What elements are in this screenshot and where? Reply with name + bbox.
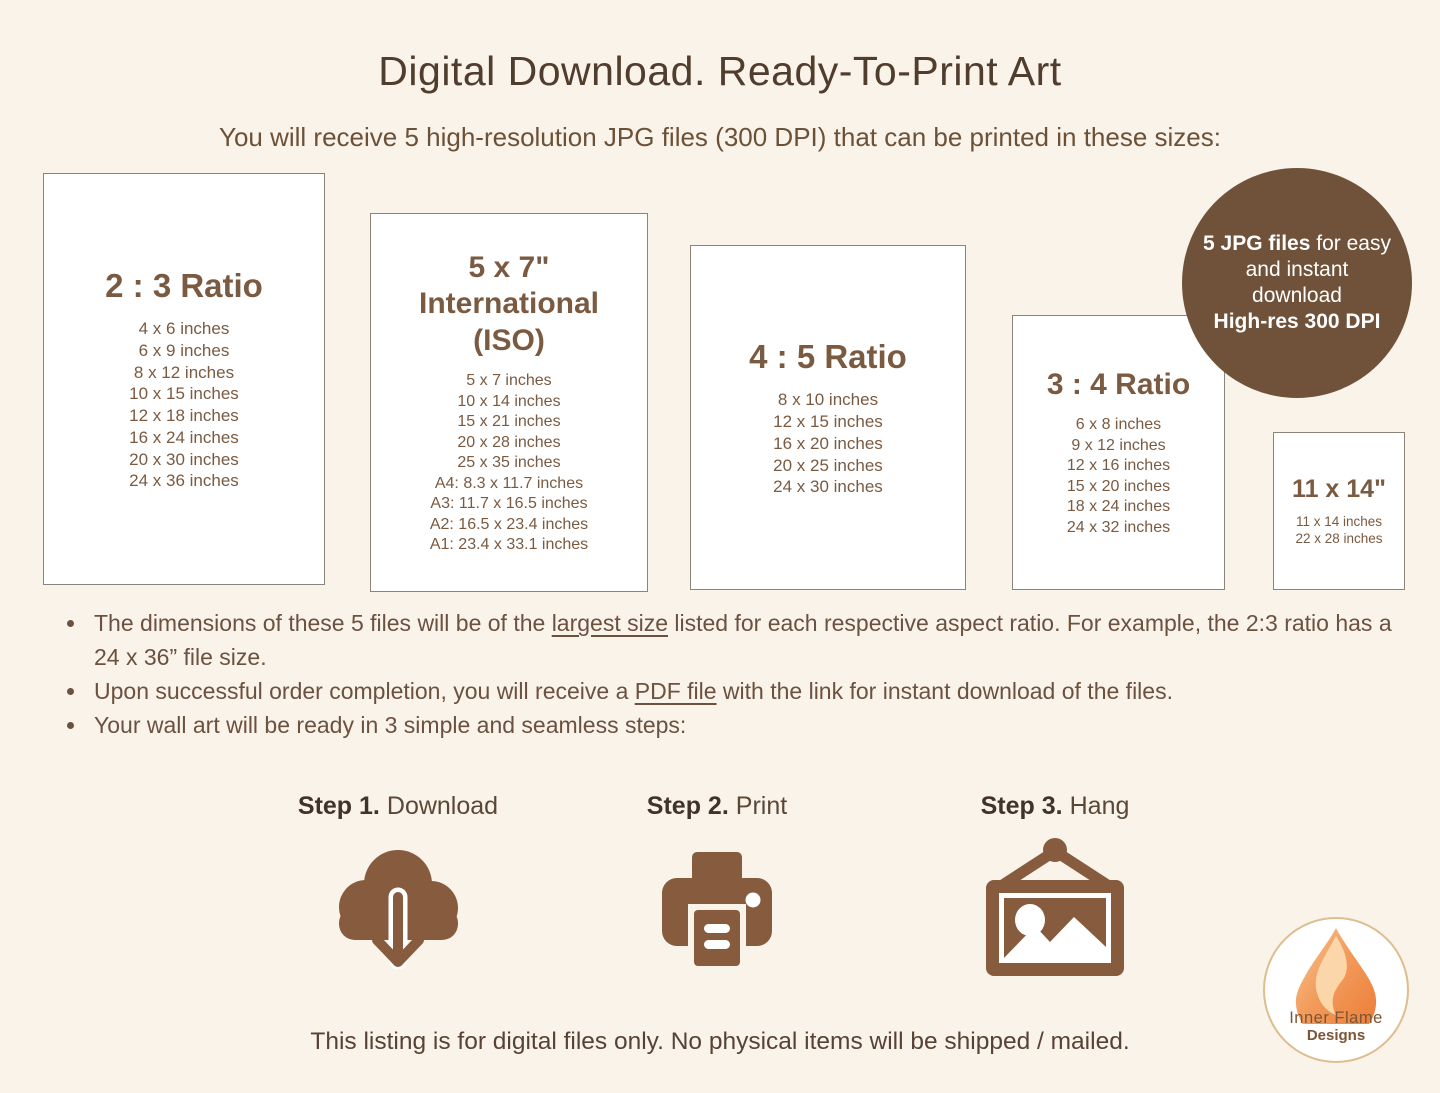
size-item: 20 x 28 inches bbox=[457, 433, 561, 451]
step-3-hang bbox=[940, 792, 1170, 982]
size-item: 24 x 30 inches bbox=[773, 477, 883, 497]
subtitle: You will receive 5 high-resolution JPG files (300 DPI) that can be printed in these sizes: bbox=[218, 122, 1221, 152]
footer-note: This listing is for digital files only. No physical items will be shipped / mailed. bbox=[310, 1028, 1130, 1055]
size-item: 24 x 36 inches bbox=[129, 471, 239, 491]
badge-regular-text: for easy and instant download bbox=[1245, 231, 1391, 307]
size-item: 15 x 20 inches bbox=[1066, 477, 1171, 495]
logo-text bbox=[1265, 1009, 1407, 1044]
size-item: 20 x 30 inches bbox=[129, 449, 239, 469]
size-item: 12 x 18 inches bbox=[129, 406, 239, 426]
notes-list bbox=[58, 606, 1408, 742]
size-item: 16 x 24 inches bbox=[129, 427, 239, 447]
size-list bbox=[1067, 415, 1170, 538]
size-box-title: 4 : 5 Ratio bbox=[749, 338, 907, 375]
size-box-title: 2 : 3 Ratio bbox=[105, 266, 263, 304]
size-item: 10 x 14 inches bbox=[457, 392, 561, 410]
step-number: Step 3. bbox=[980, 792, 1063, 820]
step-action: Print bbox=[735, 792, 788, 820]
note-text: Your wall art will be ready in 3 simple and seamless steps: bbox=[94, 712, 687, 738]
step-action: Hang bbox=[1069, 792, 1130, 820]
size-item: A3: 11.7 x 16.5 inches bbox=[430, 495, 588, 513]
badge-dpi-text: High-res 300 DPI bbox=[1213, 310, 1381, 334]
badge-text bbox=[1199, 231, 1395, 336]
step-label bbox=[647, 792, 787, 821]
size-item: 16 x 20 inches bbox=[773, 433, 883, 453]
size-item: 22 x 28 inches bbox=[1295, 531, 1383, 547]
step-2-print bbox=[602, 792, 832, 974]
step-1-download bbox=[283, 792, 513, 979]
note-text: listed for each respective aspect ratio. For example, the 2:3 ratio has a 24 x 36” file size. bbox=[94, 610, 1392, 670]
size-item: 5 x 7 inches bbox=[466, 372, 552, 390]
note-item bbox=[88, 606, 1408, 674]
size-box-5x7-iso bbox=[370, 213, 648, 592]
note-item bbox=[88, 708, 1408, 742]
size-list bbox=[430, 371, 588, 555]
step-action: Download bbox=[386, 792, 499, 820]
brand-logo bbox=[1263, 917, 1409, 1063]
step-label bbox=[298, 792, 498, 821]
size-item: 4 x 6 inches bbox=[138, 319, 230, 339]
size-item: 20 x 25 inches bbox=[773, 455, 883, 475]
size-box-11x14 bbox=[1273, 432, 1405, 590]
size-box-2-3-ratio bbox=[43, 173, 325, 585]
size-item: A4: 8.3 x 11.7 inches bbox=[434, 474, 584, 492]
step-number: Step 1. bbox=[297, 792, 380, 820]
printer-icon bbox=[646, 844, 788, 974]
size-box-title bbox=[419, 250, 599, 360]
size-item: 25 x 35 inches bbox=[457, 454, 561, 472]
badge-bold-text: 5 JPG files bbox=[1203, 231, 1311, 255]
page-title: Digital Download. Ready-To-Print Art bbox=[378, 48, 1062, 94]
note-item bbox=[88, 674, 1408, 708]
title-line: (ISO) bbox=[473, 323, 545, 357]
size-box-4-5-ratio bbox=[690, 245, 966, 590]
size-item: 11 x 14 inches bbox=[1295, 513, 1383, 529]
note-text: The dimensions of these 5 files will be of the bbox=[94, 610, 552, 636]
size-item: A2: 16.5 x 23.4 inches bbox=[429, 515, 589, 533]
size-item: 8 x 12 inches bbox=[133, 362, 235, 382]
underlined-text: PDF file bbox=[634, 678, 717, 704]
size-item: 9 x 12 inches bbox=[1071, 436, 1166, 454]
size-item: 10 x 15 inches bbox=[129, 384, 239, 404]
note-text: with the link for instant download of the files. bbox=[716, 678, 1173, 704]
size-item: 12 x 15 inches bbox=[773, 412, 883, 431]
logo-name: Inner Flame bbox=[1289, 1009, 1383, 1027]
size-list bbox=[1295, 513, 1382, 548]
cloud-download-icon bbox=[330, 837, 466, 979]
size-item: 8 x 10 inches bbox=[777, 390, 879, 410]
title-line: 5 x 7" bbox=[468, 250, 550, 284]
size-item: 6 x 9 inches bbox=[138, 340, 230, 360]
size-item: 18 x 24 inches bbox=[1066, 498, 1171, 516]
size-box-title: 3 : 4 Ratio bbox=[1046, 367, 1191, 401]
picture-frame-icon bbox=[972, 836, 1138, 982]
size-list bbox=[773, 389, 883, 498]
size-item: A1: 23.4 x 33.1 inches bbox=[429, 536, 589, 554]
title-line: International bbox=[418, 287, 599, 321]
size-item: 6 x 8 inches bbox=[1075, 416, 1162, 434]
size-item: 12 x 16 inches bbox=[1066, 457, 1171, 475]
note-text: Upon successful order completion, you will receive a bbox=[94, 678, 635, 704]
size-item: 15 x 21 inches bbox=[457, 413, 561, 431]
size-box-3-4-ratio bbox=[1012, 315, 1225, 590]
step-number: Step 2. bbox=[646, 792, 729, 820]
underlined-text: largest size bbox=[551, 610, 669, 636]
logo-designs: Designs bbox=[1306, 1027, 1366, 1044]
size-box-title: 11 x 14" bbox=[1292, 475, 1386, 504]
size-item: 24 x 32 inches bbox=[1066, 518, 1171, 536]
step-label bbox=[981, 792, 1130, 821]
size-list bbox=[129, 318, 239, 492]
jpg-files-badge bbox=[1182, 168, 1412, 398]
